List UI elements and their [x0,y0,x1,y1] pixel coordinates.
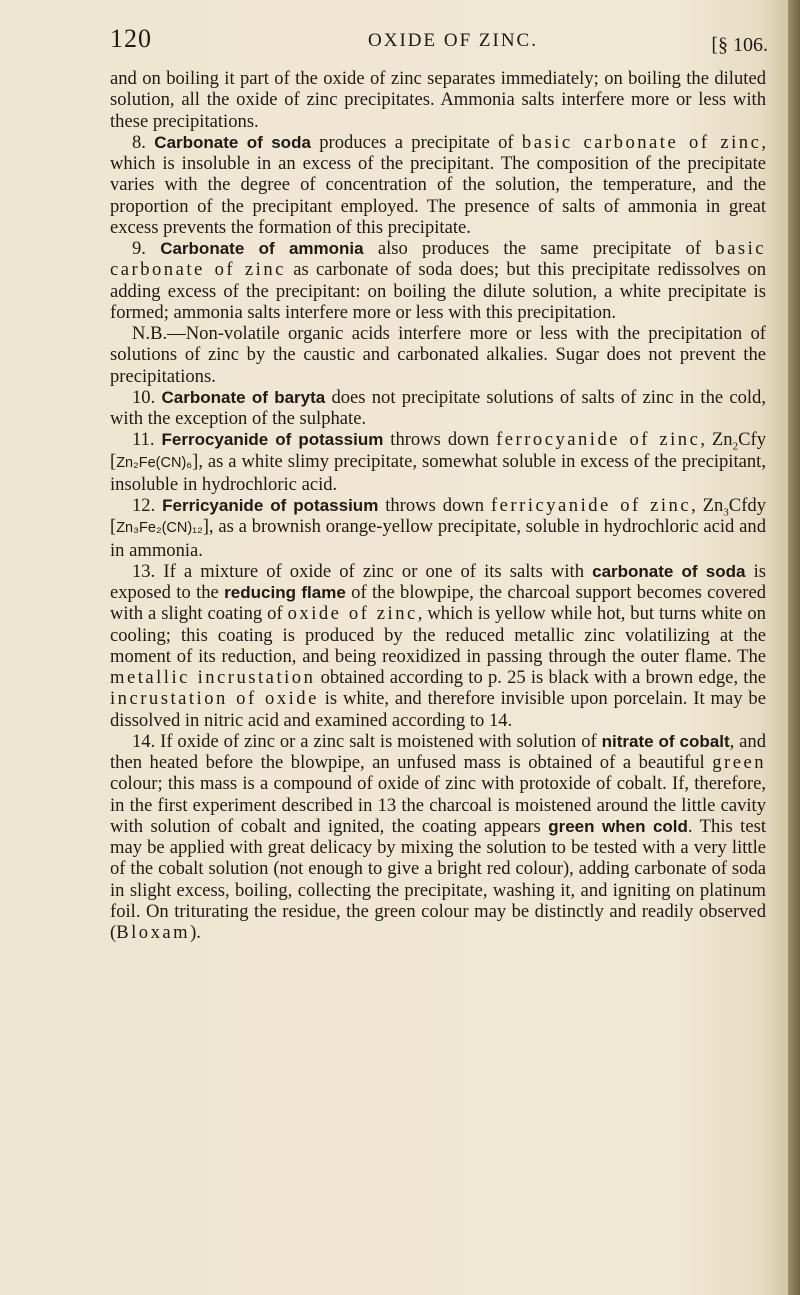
paragraph-11: 11. Ferrocyanide of potassium throws down ferrocyanide of zinc, $Zn_2Cfy$ [Zn₂Fe(CN)₆], as a white slimy precipitate, somewhat soluble in excess of the precipitant, insoluble in hydrochloric acid. [110,429,766,495]
body-text [110,68,766,943]
chemical-formula: Zn₃Fe₂(CN)₁₂ [116,520,203,537]
paragraph-13: 13. If a mixture of oxide of zinc or one of its salts with carbonate of soda is exposed to the reducing flame of the blowpipe, the charcoal support becomes covered with a slight coating of oxide of zinc, which is yellow while hot, but turns white on cooling; this coating is produced by the reduced metallic zinc volatilizing at the moment of its reduction, and being reoxidized in passing through the outer flame. The metallic incrustation obtained according to p. 25 is black with a brown edge, the incrustation of oxide is white, and therefore invisible upon porcelain. It may be dissolved in nitric acid and examined according to 14. [110,560,767,731]
paragraph-9: 9. Carbonate of ammonia also produces the same precipitate of basic carbonate of zinc as carbonate of soda does; but this precipitate redissolves on adding excess of the precipitant: on boiling the dilute solution, a white precipitate is formed; ammonia salts interfere more or less with this precipitation. [110,238,767,323]
paragraph-8: 8. Carbonate of soda produces a precipitate of basic carbonate of zinc, which is insoluble in an excess of the precipitant. The composition of the precipitate varies with the degree of concentration of the solution, the temperature, and the proportion of the precipitant employed. The presence of salts of ammonia in great excess prevents the formation of this precipitate. [110,131,766,238]
running-header [110,24,770,54]
reagent-name: Carbonate of baryta [161,387,326,407]
paragraph-14: 14. If oxide of zinc or a zinc salt is moistened with solution of nitrate of cobalt, and then heated before the blowpipe, an unfused mass is obtained of a beautiful green colour; this mass is a compound of oxide of zinc with protoxide of cobalt. If, therefore, in the first experiment described in 13 the charcoal is moistened around the little cavity with solution of cobalt and ignited, the coating appears green when cold. This test may be applied with great delicacy by mixing the solution to be tested with a very little of the cobalt solution (not enough to give a bright red colour), adding carbonate of soda in slight excess, boiling, collecting the precipitate, washing it, and igniting on platinum foil. On triturating the residue, the green colour may be distinctly and readily observed (Bloxam). [110,730,766,943]
section-number: [§ 106. [711,34,768,56]
reagent-name: Ferricyanide of potassium [162,496,379,515]
chemical-formula: Zn₂Fe(CN)₆ [116,454,193,471]
reagent-name: Carbonate of ammonia [160,239,364,258]
paragraph-12: 12. Ferricyanide of potassium throws down ferricyanide of zinc, $Zn_3Cfdy$ [Zn₃Fe₂(CN)₁₂], as a brownish orange-yellow precipitate, soluble in hydrochloric acid and in ammonia. [110,495,766,561]
reagent-name: Ferrocyanide of potassium [161,430,384,450]
paragraph-continued: and on boiling it part of the oxide of zinc separates immediately; on boiling the diluted solution, all the oxide of zinc precipitates. Ammonia salts interfere more or less with these precipitations. [110,68,766,132]
paragraph-10: 10. Carbonate of baryta does not precipitate solutions of salts of zinc in the cold, with the exception of the sulphate. [110,386,767,429]
running-title: OXIDE OF ZINC. [368,30,538,51]
reagent-name: Carbonate of soda [154,132,311,152]
page-edge [788,0,800,1295]
page-number: 120 [110,24,152,53]
paragraph-nb: N.B.—Non-volatile organic acids interfere more or less with the precipitation of solutions of zinc by the caustic and carbonated alkalies. Sugar does not prevent the precipitations. [110,323,766,387]
